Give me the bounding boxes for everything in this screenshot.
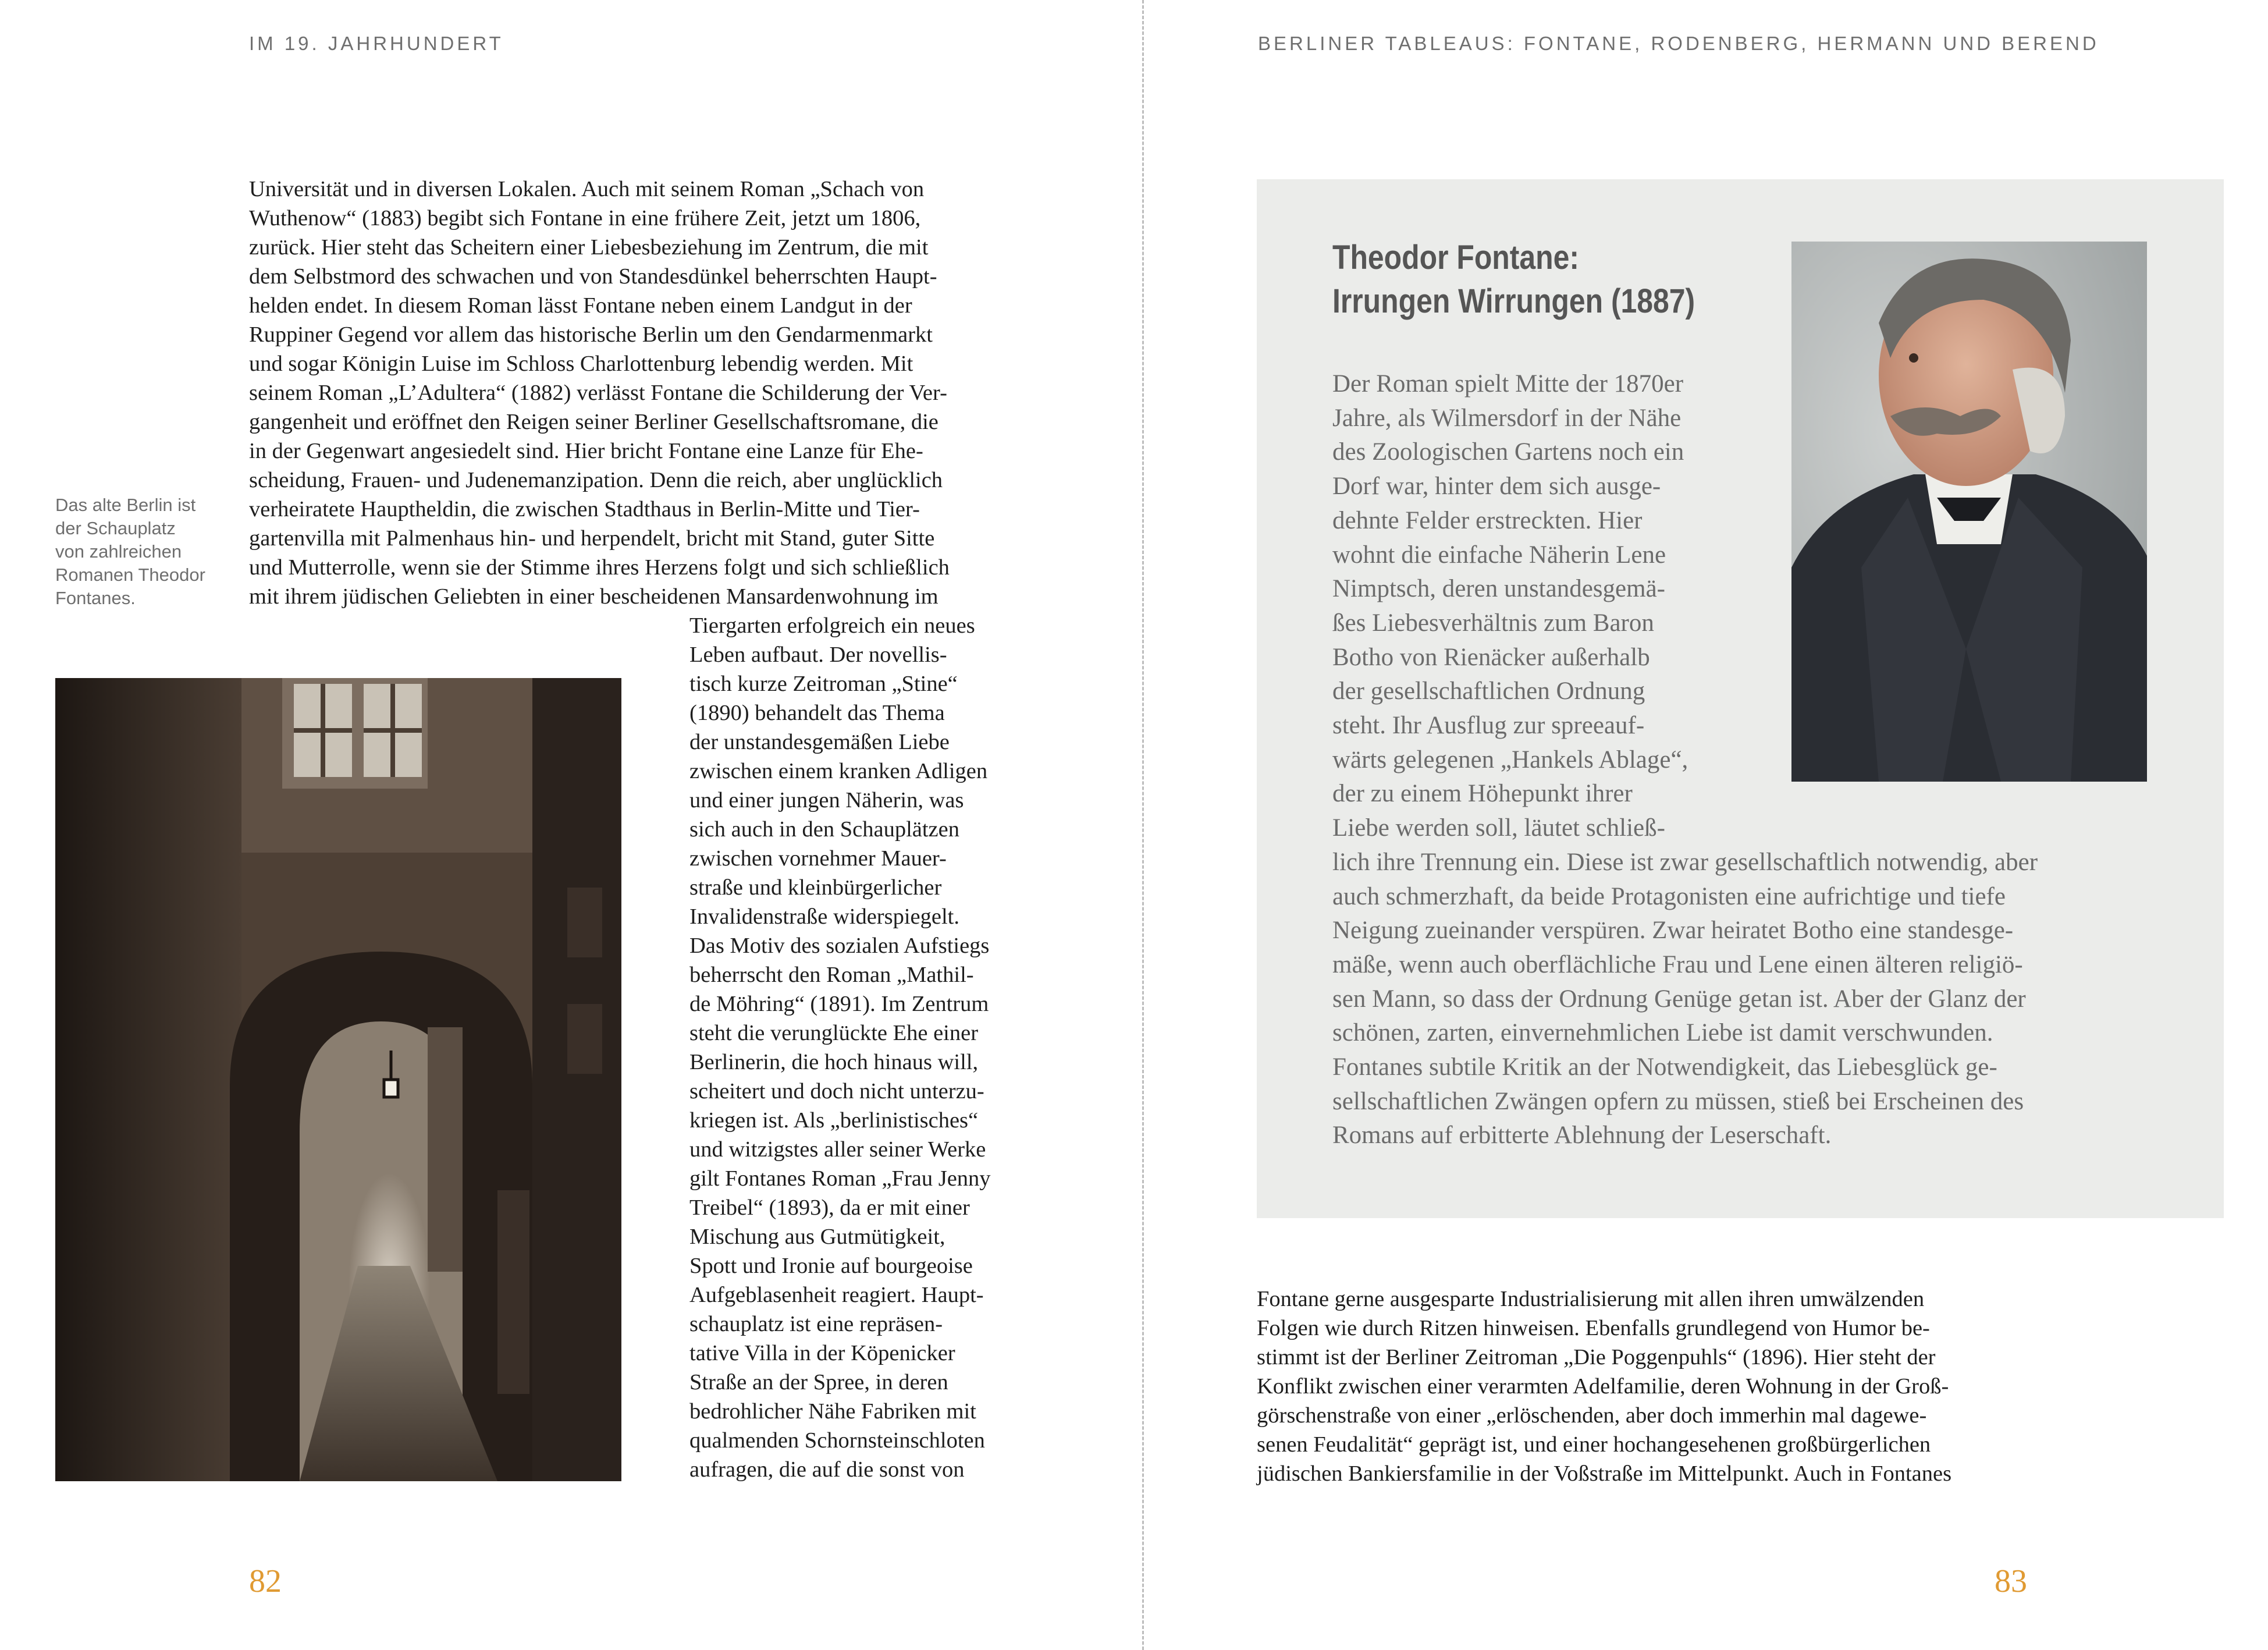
text-line: Wuthenow“ (1883) begibt sich Fontane in eine frühere Zeit, jetzt um 1806, <box>249 206 921 230</box>
text-line: Invalidenstraße widerspiegelt. <box>689 904 959 929</box>
text-line: gilt Fontanes Roman „Frau Jenny <box>689 1166 991 1191</box>
caption-line: Das alte Berlin ist <box>55 495 196 515</box>
text-line: Universität und in diversen Lokalen. Auch mit seinem Roman „Schach von <box>249 177 925 201</box>
text-line: sich auch in den Schauplätzen <box>689 817 959 842</box>
box-text-line: Jahre, als Wilmersdorf in der Nähe <box>1332 404 1682 432</box>
box-text-line: dehnte Felder erstreckten. Hier <box>1332 506 1643 534</box>
text-line: Konflikt zwischen einer verarmten Adelfamilie, deren Wohnung in der Groß- <box>1257 1374 1949 1399</box>
text-line: der unstandesgemäßen Liebe <box>689 730 950 754</box>
text-line: verheiratete Hauptheldin, die zwischen Stadthaus in Berlin-Mitte und Tier- <box>249 497 920 521</box>
text-line: görschenstraße von einer „erlöschenden, aber doch immerhin mal dagewe- <box>1257 1403 1927 1428</box>
box-text-line: Dorf war, hinter dem sich ausge- <box>1332 473 1661 501</box>
text-line: schauplatz ist eine repräsen- <box>689 1312 943 1336</box>
photo-caption <box>55 494 224 610</box>
text-line: Treibel“ (1893), da er mit einer <box>689 1195 970 1220</box>
box-text-line: Der Roman spielt Mitte der 1870er <box>1332 370 1684 398</box>
text-line: Folgen wie durch Ritzen hinweisen. Ebenfalls grundlegend von Humor be- <box>1257 1316 1930 1340</box>
text-line: Das Motiv des sozialen Aufstiegs <box>689 934 990 958</box>
text-line: scheidung, Frauen- und Judenemanzipation. Denn die reich, aber unglücklich <box>249 468 943 492</box>
text-line: Mischung aus Gutmütigkeit, <box>689 1225 945 1249</box>
box-text-line: lich ihre Trennung ein. Diese ist zwar gesellschaftlich notwendig, aber <box>1332 848 2038 876</box>
box-text-line: Neigung zueinander verspüren. Zwar heiratet Botho eine standesge- <box>1332 917 2014 945</box>
text-line: tisch kurze Zeitroman „Stine“ <box>689 672 958 696</box>
caption-line: von zahlreichen <box>55 541 182 562</box>
box-text-line: wärts gelegenen „Hankels Ablage“, <box>1332 746 1688 773</box>
box-text-line: sen Mann, so dass der Ordnung Genüge getan ist. Aber der Glanz der <box>1332 985 2026 1013</box>
text-line: gartenvilla mit Palmenhaus hin- und herpendelt, bricht mit Stand, guter Sitte <box>249 526 935 551</box>
page-number-right: 83 <box>1995 1563 2027 1599</box>
text-line: qualmenden Schornsteinschloten <box>689 1428 985 1453</box>
box-text-line: schönen, zarten, einvernehmlichen Liebe ist damit verschwunden. <box>1332 1019 1993 1047</box>
text-line: bedrohlicher Nähe Fabriken mit <box>689 1399 976 1424</box>
text-line: de Möhring“ (1891). Im Zentrum <box>689 992 989 1016</box>
text-line: zwischen vornehmer Mauer- <box>689 846 947 871</box>
box-text-line: Romans auf erbitterte Ablehnung der Leserschaft. <box>1332 1122 1832 1149</box>
text-line: und Mutterrolle, wenn sie der Stimme ihres Herzens folgt und sich schließlich <box>249 555 950 580</box>
theodor-fontane-portrait <box>1791 242 2147 782</box>
box-text-line: der zu einem Höhepunkt ihrer <box>1332 780 1633 808</box>
box-text-line: wohnt die einfache Näherin Lene <box>1332 541 1666 569</box>
text-line: Spott und Ironie auf bourgeoise <box>689 1254 973 1278</box>
text-line: scheitert und doch nicht unterzu- <box>689 1079 984 1103</box>
text-line: straße und kleinbürgerlicher <box>689 875 942 900</box>
box-text-line: Fontanes subtile Kritik an der Notwendigkeit, das Liebesglück ge- <box>1332 1053 1997 1081</box>
box-text-line: der gesellschaftlichen Ordnung <box>1332 677 1645 705</box>
running-head-right: BERLINER TABLEAUS: FONTANE, RODENBERG, HERMANN UND BEREND <box>1258 33 2099 54</box>
text-line: gangenheit und eröffnet den Reigen seiner Berliner Gesellschaftsromane, die <box>249 410 939 434</box>
caption-line: Fontanes. <box>55 588 136 608</box>
text-line: in der Gegenwart angesiedelt sind. Hier bricht Fontane eine Lanze für Ehe- <box>249 439 923 463</box>
text-line: Leben aufbaut. Der novellis- <box>689 643 947 667</box>
box-text-line: Liebe werden soll, läutet schließ- <box>1332 814 1665 842</box>
box-text-line: sellschaftlichen Zwängen opfern zu müssen, stieß bei Erscheinen des <box>1332 1087 2024 1115</box>
box-text-line: mäße, wenn auch oberflächliche Frau und Lene einen älteren religiö- <box>1332 950 2023 978</box>
text-line: zurück. Hier steht das Scheitern einer Liebesbeziehung im Zentrum, die mit <box>249 235 929 260</box>
box-title <box>1332 236 1695 323</box>
text-line: mit ihrem jüdischen Geliebten in einer bescheidenen Mansardenwohnung im <box>249 584 939 609</box>
text-line: stimmt ist der Berliner Zeitroman „Die Poggenpuhls“ (1896). Hier steht der <box>1257 1345 1936 1369</box>
text-line: seinem Roman „L’Adultera“ (1882) verlässt Fontane die Schilderung der Ver- <box>249 381 947 405</box>
text-line: kriegen ist. Als „berlinistisches“ <box>689 1108 979 1133</box>
text-line: (1890) behandelt das Thema <box>689 701 945 725</box>
text-line: steht die verunglückte Ehe einer <box>689 1021 979 1045</box>
text-line: und einer jungen Näherin, was <box>689 788 964 812</box>
box-text-line: auch schmerzhaft, da beide Protagonisten eine aufrichtige und tiefe <box>1332 882 2006 910</box>
caption-line: Romanen Theodor <box>55 565 205 585</box>
text-line: Fontane gerne ausgesparte Industrialisierung mit allen ihren umwälzenden <box>1257 1287 1925 1311</box>
text-line: Ruppiner Gegend vor allem das historische Berlin um den Gendarmenmarkt <box>249 322 933 347</box>
old-berlin-alley-photo <box>55 678 621 1481</box>
caption-line: der Schauplatz <box>55 518 176 538</box>
text-line: und witzigstes aller seiner Werke <box>689 1137 986 1162</box>
running-head-left: IM 19. JAHRHUNDERT <box>249 33 504 54</box>
text-line: aufragen, die auf die sonst von <box>689 1457 965 1482</box>
text-line: senen Feudalität“ geprägt ist, und einer hochangesehenen großbürgerlichen <box>1257 1432 1931 1457</box>
page-number-left: 82 <box>249 1563 282 1599</box>
text-line: jüdischen Bankiersfamilie in der Voßstraße im Mittelpunkt. Auch in Fontanes <box>1257 1461 1952 1486</box>
text-line: Straße an der Spree, in deren <box>689 1370 948 1394</box>
text-line: helden endet. In diesem Roman lässt Fontane neben einem Landgut in der <box>249 293 912 318</box>
text-line: tative Villa in der Köpenicker <box>689 1341 955 1365</box>
text-line: und sogar Königin Luise im Schloss Charlottenburg lebendig werden. Mit <box>249 352 913 376</box>
text-line: beherrscht den Roman „Mathil- <box>689 963 974 987</box>
page-gutter-divider <box>1142 0 1144 1650</box>
text-line: zwischen einem kranken Adligen <box>689 759 988 783</box>
box-text-line: ßes Liebesverhältnis zum Baron <box>1332 609 1654 637</box>
text-line: Tiergarten erfolgreich ein neues <box>689 613 975 638</box>
box-text-line: Nimptsch, deren unstandesgemä- <box>1332 575 1665 603</box>
box-title-line: Irrungen Wirrungen (1887) <box>1332 282 1695 320</box>
text-line: dem Selbstmord des schwachen und von Standesdünkel beherrschten Haupt- <box>249 264 937 289</box>
text-line: Berlinerin, die hoch hinaus will, <box>689 1050 979 1074</box>
box-title-line: Theodor Fontane: <box>1332 239 1579 276</box>
box-text-line: steht. Ihr Ausflug zur spreeauf- <box>1332 712 1645 739</box>
box-text-line: Botho von Rienäcker außerhalb <box>1332 643 1650 671</box>
text-line: Aufgeblasenheit reagiert. Haupt- <box>689 1283 984 1307</box>
box-text-line: des Zoologischen Gartens noch ein <box>1332 438 1684 466</box>
